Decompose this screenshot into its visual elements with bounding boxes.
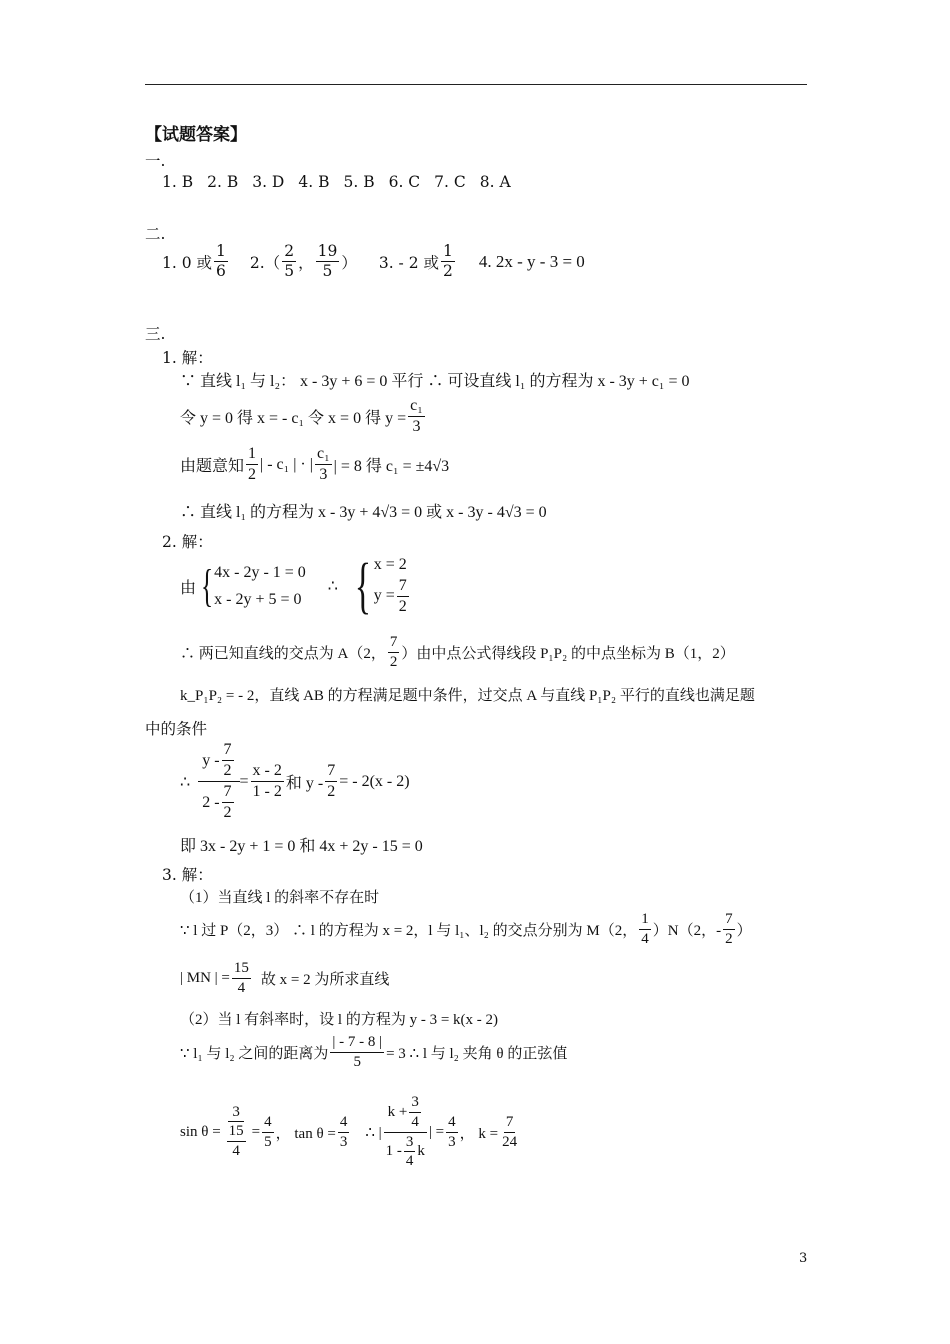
p3-c2-line-1: ∵ l₁ 与 l₂ 之间的距离为 $\frac{| - 7 - 8 |}{5}$ = 3 ∴ l 与 l₂ 夹角 θ 的正弦值 [180,1034,568,1070]
answer-item: 1. B [162,173,194,191]
s2-a2-prefix: 2.（ [249,253,281,272]
answer-item: 8. A [479,173,511,191]
p2-line-3: 中的条件 [145,720,208,738]
p2-line-2: k_P₁P₂ = - 2，直线 AB 的方程满足题中条件，过交点 A 与直线 P₁P₂ 平行的直线也满足题 [180,688,755,704]
p3-c1-line-1: ∵ l 过 P（2，3） ∴ l 的方程为 x = 2，l 与 l₁、l₂ 的交点分别为 M（2， 1 4 ）N（2，- 7 2 ） [180,911,752,947]
fraction: 1 2 [248,445,257,483]
problem-1-title: 1. 解： [162,349,213,367]
fraction: c₁ 3 [316,445,330,483]
p2-line-1: ∴ 两已知直线的交点为 A（2， 7 2 ）由中点公式得线段 P₁P₂ 的中点坐标为 B（1，2） [180,634,735,670]
section-2-label: 二. [145,225,166,243]
p1-line-1: ∵ 直线 l₁ 与 l₂： x - 3y + 6 = 0 平行 ∴ 可设直线 l₁ 的方程为 x - 3y + c₁ = 0 [180,373,690,390]
fraction: $\frac{\text{c₁}}{3}$ [410,397,423,435]
s2-a1-prefix: 1. 0 或 [162,253,213,272]
p3-case-1: （1）当直线 l 的斜率不存在时 [180,890,380,906]
answer-item: 3. D [252,173,285,191]
p3-c2-line-2: sin θ = 3 15 4 = $\frac{4}{5}$ ， tan θ = $\frac{4}{3}$ ∴ | k + $\frac{3}{4}$ 1 - 3 4 k | = $\frac{4}{3}$ ， k = $\frac{7}{24}$ [180,1094,518,1170]
problem-2-title: 2. 解： [162,533,213,551]
section-2-answers [162,242,585,282]
p2-equation: ∴ y - 7 2 2 - 7 2 = $\frac{x - 2}{1 - 2}$ 和 y - $\frac{7}{2}$ = - 2(x - 2) [180,741,410,821]
answer-heading: 【试题答案】 [145,125,247,145]
section-1-label: 一. [145,152,166,170]
fraction: 1 2 [443,242,453,281]
answer-item: 2. B [207,173,239,191]
fraction: 1 6 [216,242,226,281]
fraction: 2 5 [284,242,295,281]
answer-item: 4. B [298,173,330,191]
fraction: 7 2 [389,634,398,670]
section-3-label: 三. [145,325,166,343]
answer-item: 6. C [388,173,421,191]
paren: ） [341,253,357,272]
p2-line-5: 即 3x - 2y + 1 = 0 和 4x + 2y - 15 = 0 [180,838,423,855]
p3-case-2: （2）当 l 有斜率时，设 l 的方程为 y - 3 = k(x - 2) [180,1012,499,1028]
s2-a4: 4. 2x - y - 3 = 0 [478,251,585,271]
comma: ， [298,253,314,272]
header-rule [145,84,807,85]
p2-system: 由 { 4x - 2y - 1 = 0 x - 2y + 5 = 0 ∴ { x = 2 y = $\frac{7}{2}$ [180,552,407,620]
p3-c1-line-2: | MN | = $\frac{15}{4}$ 故 x = 2 为所求直线 [180,960,390,996]
answer-item: 7. C [434,173,466,191]
answer-item: 5. B [343,173,375,191]
fraction: 19 5 [317,242,338,281]
problem-3-title: 3. 解： [162,866,213,884]
p1-line-4: ∴ 直线 l₁ 的方程为 x - 3y + 4√3 = 0 或 x - 3y - 4√3 = 0 [180,504,547,521]
p1-line-2: 令 y = 0 得 x = - c₁ 令 x = 0 得 y = $\frac{\text{c₁}}{3}$ [180,397,423,435]
p1-line-3: 由题意知 1 2 | - c₁ | · | c₁ 3 | = 8 得 c₁ = ±4√3 [180,445,450,483]
page-number: 3 [799,1251,808,1266]
section-1-answers [162,173,525,191]
s2-a3-prefix: 3. - 2 或 [378,253,439,272]
